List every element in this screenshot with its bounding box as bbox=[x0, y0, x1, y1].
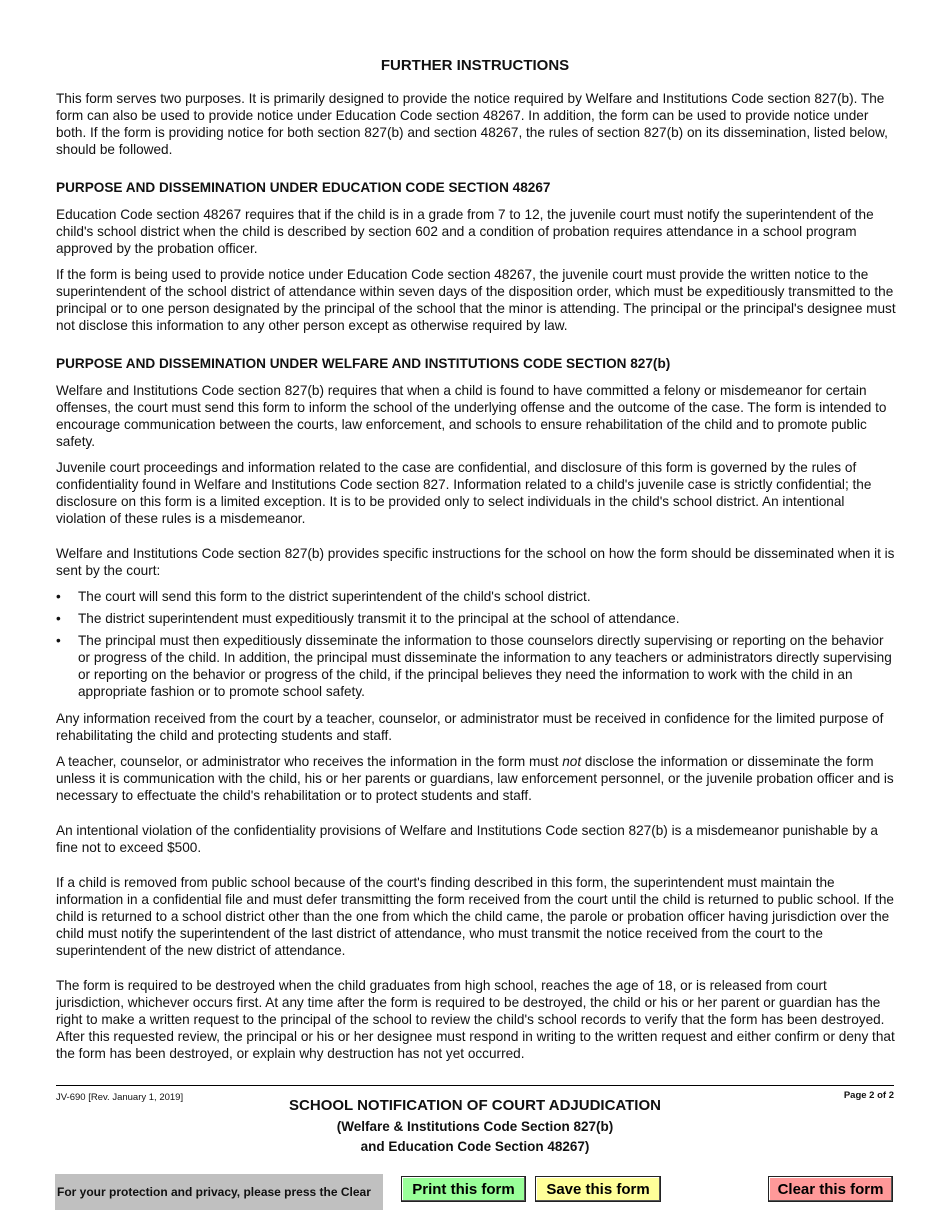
list-item bbox=[56, 610, 898, 627]
form-title: SCHOOL NOTIFICATION OF COURT ADJUDICATION bbox=[289, 1097, 661, 1114]
intro-paragraph: This form serves two purposes. It is primarily designed to provide the notice required by Welfare and Institutions Code section 827(b). The form can also be used to provide notice under Education Code section 48267. In addition, the form can be used to provide notice under both. If the form is providing notice for both section 827(b) and section 48267, the rules of section 827(b) on its dissemination, listed below, should be followed. bbox=[56, 91, 888, 157]
privacy-notice: For your protection and privacy, please press the Clear bbox=[55, 1174, 383, 1210]
footer-title-block bbox=[0, 1096, 950, 1156]
page-number: Page 2 of 2 bbox=[843, 1090, 894, 1101]
bullet-icon: • bbox=[56, 633, 61, 648]
clear-button[interactable]: Clear this form bbox=[768, 1176, 893, 1202]
list-item bbox=[56, 588, 898, 605]
list-item bbox=[56, 632, 898, 700]
wic-paragraph-2: Juvenile court proceedings and information related to the case are confidential, and disclosure of this form is governed by the rules of confidentiality found in Welfare and Institutions Code section 827. Information related to a child's juvenile case is strictly confidential; the disclosure on this form is a limited exception. It is to be provided only to select individuals in the child's school district. An intentional violation of these rules is a misdemeanor. bbox=[56, 460, 872, 526]
list-item-text: The principal must then expeditiously disseminate the information to those counselors directly supervising or reporting on the behavior or progress of the child. In addition, the principal must disseminate the information to any teachers or administrators directly supervising or reporting on the behavior or progress of the child, if the principal believes they need the information to work with the child in an appropriate fashion or to promote school safety. bbox=[78, 633, 892, 699]
wic-paragraph-7: If a child is removed from public school because of the court's finding described in this form, the superintendent must maintain the information in a confidential file and must defer transmitting the form received from the court until the child is returned to public school. If the child is returned to a school district other than the one from which the child came, the parole or probation officer having jurisdiction over the child must notify the superintendent of the last district of attendance, who must transmit the notice received from the court to the superintendent of the new district of attendance. bbox=[56, 875, 894, 958]
p5-emphasis: not bbox=[562, 754, 582, 769]
print-button[interactable]: Print this form bbox=[401, 1176, 526, 1202]
p5-text-before: A teacher, counselor, or administrator who receives the information in the form must bbox=[56, 754, 563, 769]
form-subtitle-1: (Welfare & Institutions Code Section 827(b) bbox=[336, 1119, 614, 1134]
wic-section-heading: PURPOSE AND DISSEMINATION UNDER WELFARE AND INSTITUTIONS CODE SECTION 827(b) bbox=[56, 356, 671, 371]
save-button[interactable]: Save this form bbox=[535, 1176, 661, 1202]
form-id: JV-690 [Rev. January 1, 2019] bbox=[56, 1092, 184, 1103]
wic-paragraph-4: Any information received from the court by a teacher, counselor, or administrator must be received in confidence for the limited purpose of rehabilitating the child and protecting students and staff. bbox=[56, 711, 884, 743]
wic-paragraph-1: Welfare and Institutions Code section 827(b) requires that when a child is found to have committed a felony or misdemeanor for certain offenses, the court must send this form to inform the school of the underlying offense and the outcome of the case. The form is intended to encourage communication between the courts, law enforcement, and schools to ensure rehabilitation of the child and to promote public safety. bbox=[56, 383, 887, 449]
wic-paragraph-5 bbox=[56, 753, 898, 804]
wic-paragraph-8: The form is required to be destroyed when the child graduates from high school, reaches the age of 18, or is released from court jurisdiction, whichever occurs first. At any time after the form is required to be destroyed, the child or his or her parent or guardian has the right to make a written request to the principal of the school to review the child's school records to verify that the form has been destroyed. After this requested review, the principal or his or her designee must respond in writing to the written request and either confirm or deny that the form has been destroyed, or explain why destruction has not yet occurred. bbox=[56, 978, 895, 1061]
education-paragraph-2: If the form is being used to provide notice under Education Code section 48267, the juvenile court must provide the written notice to the superintendent of the school district of attendance within seven days of the disposition order, which must be expeditiously transmitted to the principal or to one person designated by the principal of the school that the minor is attending. The principal or the principal's designee must not disclose this information to any other person except as otherwise required by law. bbox=[56, 267, 896, 333]
instructions-body bbox=[56, 90, 898, 1071]
wic-paragraph-6: An intentional violation of the confidentiality provisions of Welfare and Institutions Code section 827(b) is a misdemeanor punishable by a fine not to exceed $500. bbox=[56, 823, 878, 855]
dissemination-list bbox=[56, 588, 898, 700]
list-item-text: The court will send this form to the district superintendent of the child's school district. bbox=[78, 589, 591, 604]
bullet-icon: • bbox=[56, 611, 61, 626]
p5-text-after: disclose the information or disseminate the form unless it is communication with the child, his or her parents or guardians, law enforcement personnel, or the juvenile probation officer and is necessary to effectuate the child's rehabilitation or to protect students and staff. bbox=[56, 754, 894, 803]
education-paragraph-1: Education Code section 48267 requires that if the child is in a grade from 7 to 12, the juvenile court must notify the superintendent of the child's school district when the child is described by section 602 and a condition of probation requires attendance in a school program approved by the probation officer. bbox=[56, 207, 874, 256]
page-title: FURTHER INSTRUCTIONS bbox=[380, 57, 570, 74]
bullet-icon: • bbox=[56, 589, 61, 604]
form-subtitle-2: and Education Code Section 48267) bbox=[360, 1139, 590, 1154]
education-section-heading: PURPOSE AND DISSEMINATION UNDER EDUCATION CODE SECTION 48267 bbox=[56, 180, 551, 195]
wic-paragraph-3: Welfare and Institutions Code section 827(b) provides specific instructions for the school on how the form should be disseminated when it is sent by the court: bbox=[56, 546, 895, 578]
list-item-text: The district superintendent must expeditiously transmit it to the principal at the school of attendance. bbox=[78, 611, 680, 626]
footer-divider bbox=[56, 1085, 894, 1086]
